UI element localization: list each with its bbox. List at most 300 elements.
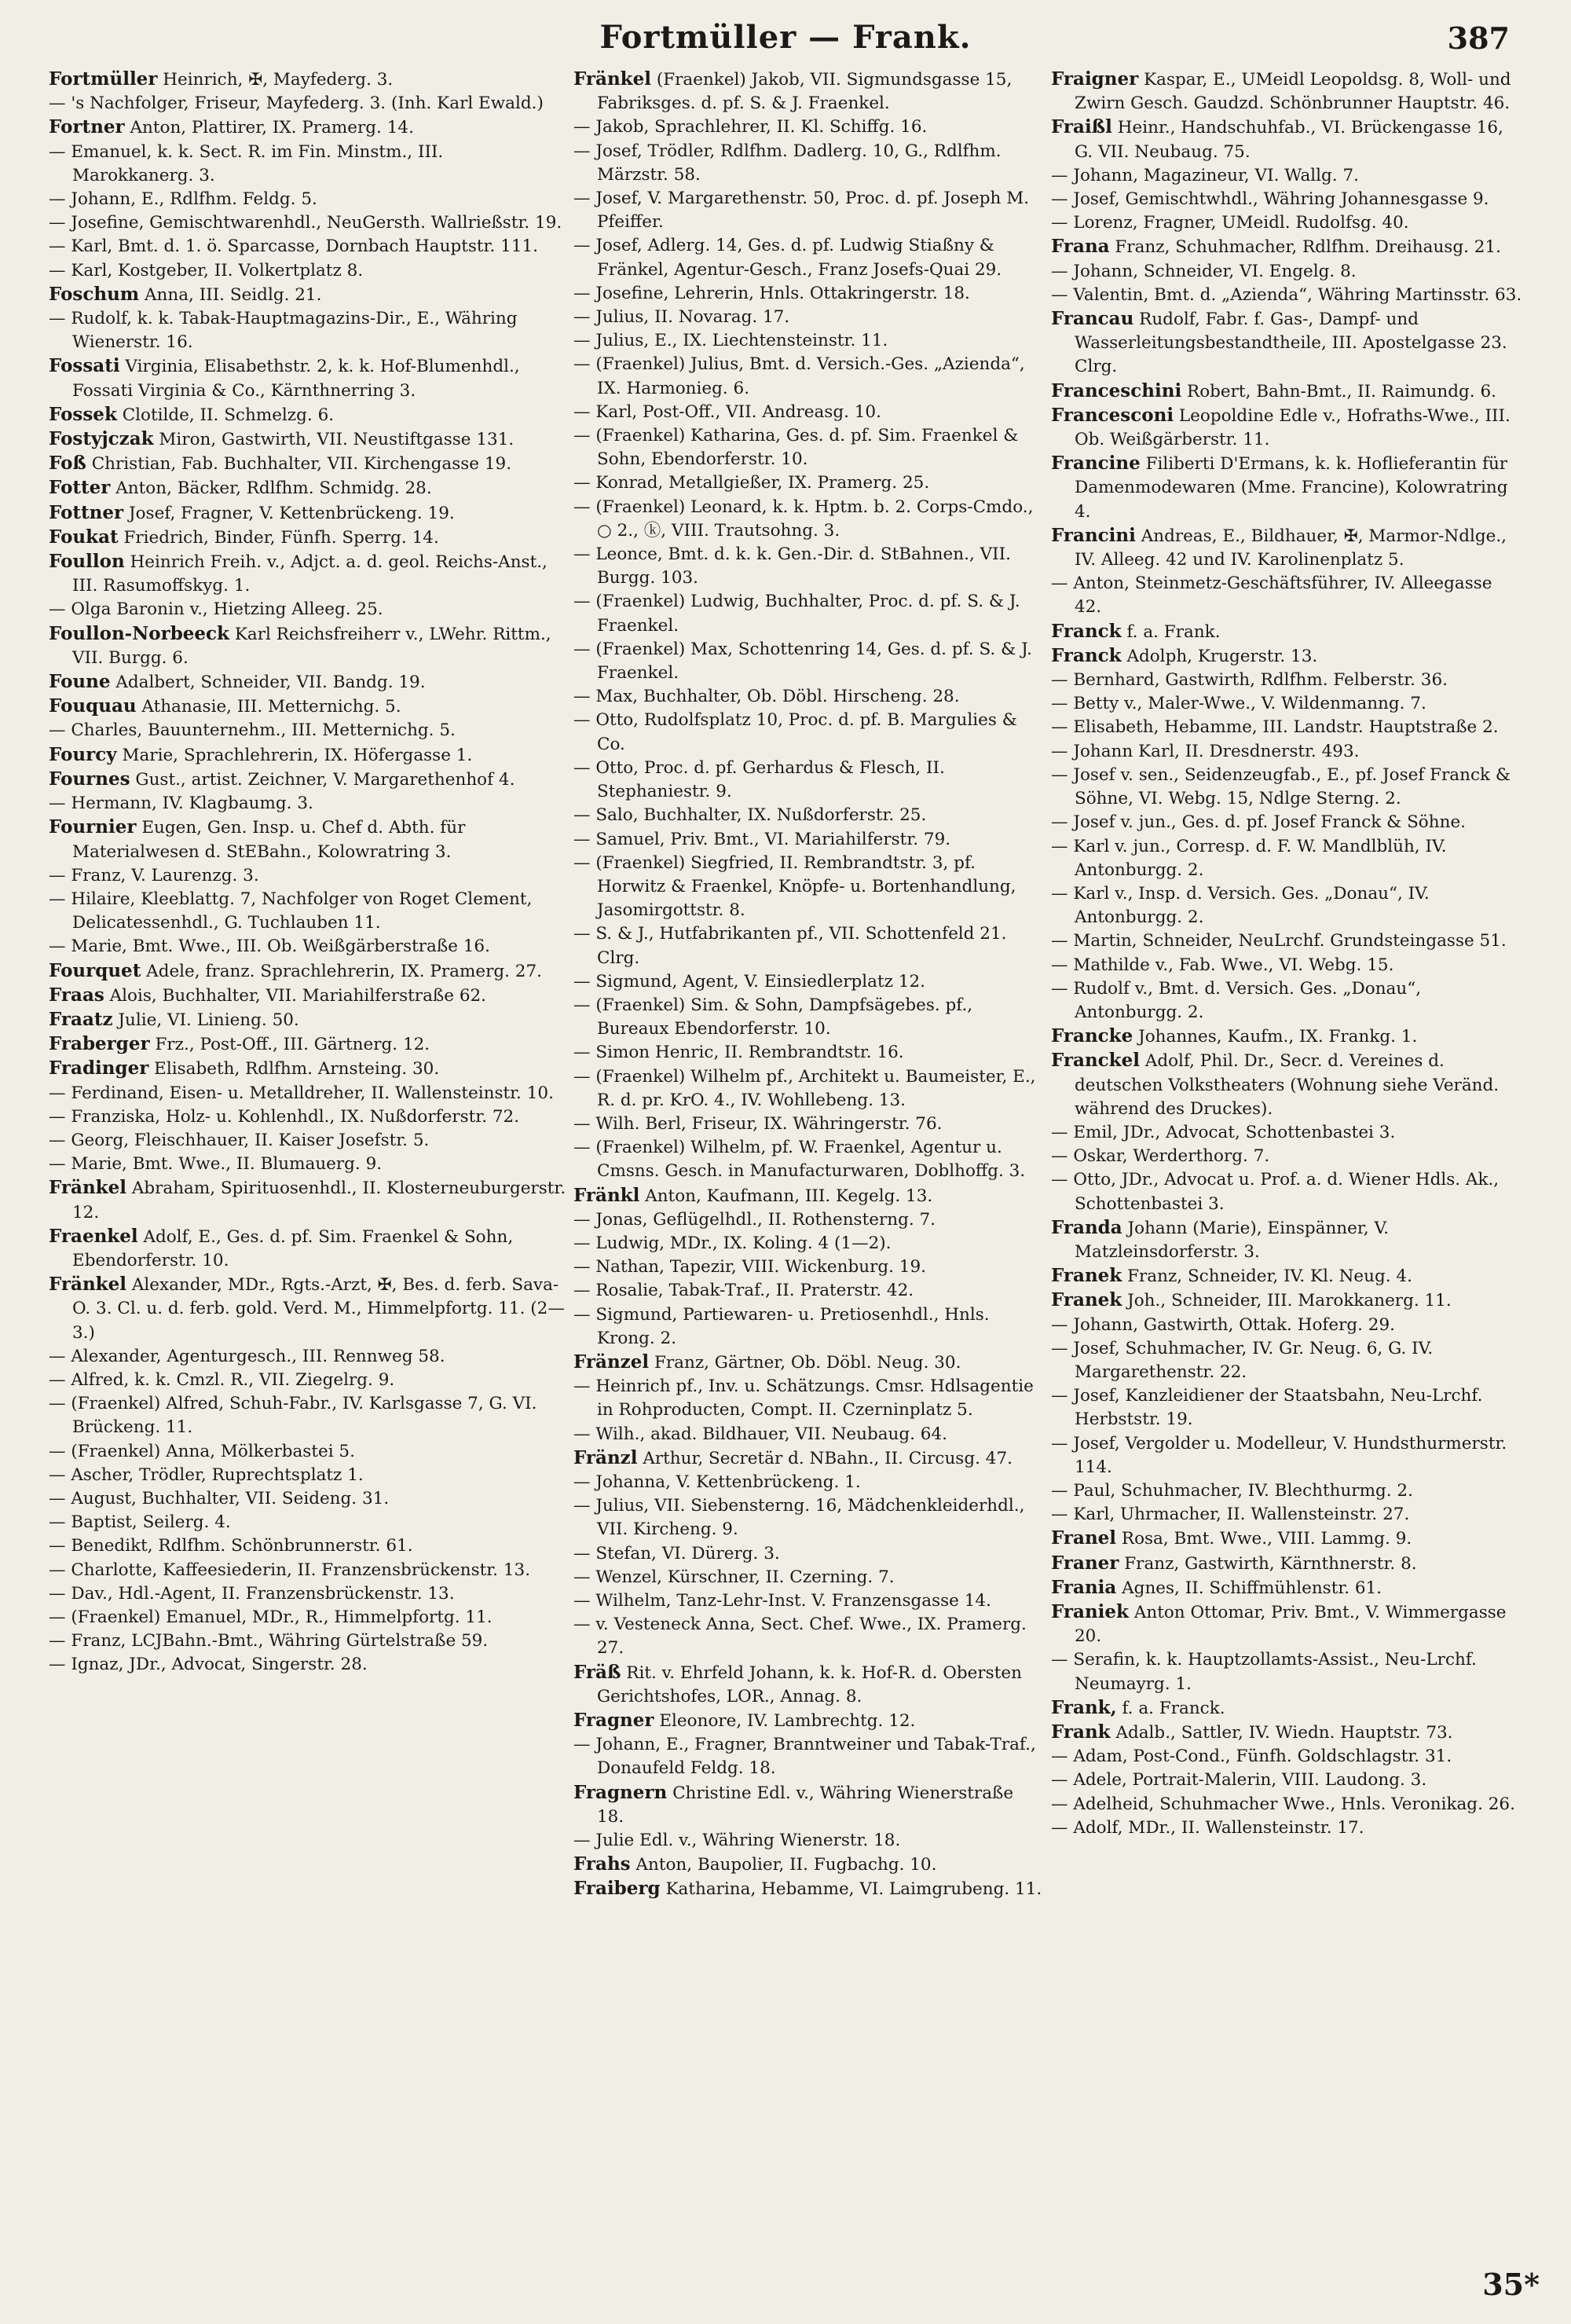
entry-text: — Adolf, MDr., II. Wallensteinstr. 17. (1051, 1817, 1364, 1838)
entry-surname: Fottner (49, 501, 124, 523)
entry-text: Josef, Fragner, V. Kettenbrückeng. 19. (128, 503, 455, 523)
directory-entry (573, 1279, 1045, 1303)
running-title: Fortmüller — Frank. (599, 19, 972, 56)
entry-surname: Francini (1051, 524, 1136, 546)
directory-entry (49, 211, 567, 235)
entry-surname: Fortner (49, 116, 125, 138)
directory-entry (573, 804, 1045, 827)
page-header (47, 14, 1524, 64)
entry-text: — Charlotte, Kaffeesiederin, II. Franzensbrückenstr. 13. (49, 1560, 531, 1580)
entry-surname: Frana (1051, 236, 1110, 258)
directory-entry (573, 1303, 1045, 1351)
entry-surname: Franek (1051, 1289, 1122, 1311)
directory-entry (1051, 835, 1522, 882)
entry-text: Johann (Marie), Einspänner, V. Matzleinsdorferstr. 3. (1075, 1218, 1390, 1262)
directory-entry (573, 140, 1045, 187)
directory-entry (1051, 188, 1522, 211)
directory-entry (49, 622, 567, 670)
directory-entry (49, 307, 567, 354)
directory-entry (49, 354, 567, 402)
entry-surname: Fouquau (49, 695, 137, 717)
directory-entry (573, 401, 1045, 424)
directory-entry (573, 1065, 1045, 1113)
directory-entry (1051, 68, 1522, 115)
directory-entry (49, 92, 567, 115)
entry-surname: Fourcy (49, 743, 117, 765)
directory-entry (573, 828, 1045, 852)
entry-text: — Josef v. sen., Seidenzeugfab., E., pf. Josef Franck & Söhne, VI. Webg. 15, Ndlge Sterng. 2. (1051, 764, 1511, 809)
entry-text: — Salo, Buchhalter, IX. Nußdorferstr. 25. (573, 805, 927, 826)
entry-surname: Fotter (49, 477, 111, 499)
entry-text: — Karl, Post-Off., VII. Andreasg. 10. (573, 401, 881, 422)
directory-entry (1051, 235, 1522, 259)
entry-text: — Franz, V. Laurenzg. 3. (49, 865, 259, 885)
directory-entry (1051, 404, 1522, 452)
entry-text: Katharina, Hebamme, VI. Laimgrubeng. 11. (665, 1879, 1042, 1900)
entry-text: — Julius, VII. Siebensterng. 16, Mädchenkleiderhdl., VII. Kircheng. 9. (573, 1496, 1025, 1540)
entry-surname: Fraas (49, 984, 104, 1006)
entry-text: — Adele, Portrait-Malerin, VIII. Laudong. 3. (1051, 1770, 1427, 1791)
entry-text: Frz., Post-Off., III. Gärtnerg. 12. (155, 1035, 430, 1055)
entry-text: — Ignaz, JDr., Advocat, Singerstr. 28. (49, 1655, 368, 1675)
directory-entry (1051, 164, 1522, 188)
entry-text: Leopoldine Edle v., Hofraths-Wwe., III. Ob. Weißgärberstr. 11. (1075, 405, 1511, 450)
directory-entry (573, 1351, 1045, 1375)
directory-entry (573, 1255, 1045, 1279)
entry-text: — Josef, Schuhmacher, IV. Gr. Neug. 6, G. IV. Margarethenstr. 22. (1051, 1338, 1434, 1382)
entry-surname: Fränkel (49, 1274, 126, 1296)
directory-entry (1051, 1479, 1522, 1503)
entry-text: Abraham, Spirituosenhdl., II. Klosterneuburgerstr. 12. (72, 1178, 566, 1222)
directory-entry (573, 496, 1045, 543)
entry-text: — August, Buchhalter, VII. Seideng. 31. (49, 1488, 390, 1508)
entry-text: Eleonore, IV. Lambrechtg. 12. (659, 1711, 916, 1732)
entry-surname: Foß (49, 453, 86, 475)
directory-entry (573, 1208, 1045, 1232)
directory-entry (1051, 260, 1522, 284)
directory-entry (573, 590, 1045, 637)
entry-text: Alois, Buchhalter, VII. Mariahilferstraße 62. (109, 985, 487, 1006)
entry-text: — Franziska, Holz- u. Kohlenhdl., IX. Nußdorferstr. 72. (49, 1106, 520, 1127)
entry-text: — (Fraenkel) Leonard, k. k. Hptm. b. 2. Corps-Cmdo., ○ 2., ⓚ, VIII. Trautsohng. 3. (573, 497, 1034, 541)
entry-text: Kaspar, E., UMeidl Leopoldsg. 8, Woll- und Zwirn Gesch. Gaudzd. Schönbrunner Hauptstr. 46. (1075, 70, 1511, 114)
entry-text: — Julius, E., IX. Liechtensteinstr. 11. (573, 331, 888, 351)
entry-surname: Fraberger (49, 1033, 150, 1055)
column-middle (573, 68, 1045, 2252)
entry-text: — (Fraenkel) Alfred, Schuh-Fabr., IV. Karlsgasse 7, G. VI. Brückeng. 11. (49, 1394, 537, 1438)
directory-entry (573, 685, 1045, 709)
directory-entry (49, 188, 567, 211)
directory-entry (49, 427, 567, 452)
directory-entry (573, 709, 1045, 756)
entry-text: — Alfred, k. k. Cmzl. R., VII. Ziegelrg. 9. (49, 1369, 395, 1390)
entry-text: Virginia, Elisabethstr. 2, k. k. Hof-Blumenhdl., Fossati Virginia & Co., Kärnthnerring 3. (72, 357, 520, 401)
directory-entry (573, 1829, 1045, 1853)
directory-entry (573, 1184, 1045, 1208)
directory-entry (49, 1129, 567, 1153)
entry-text: f. a. Frank. (1126, 621, 1221, 642)
entry-text: — Lorenz, Fragner, UMeidl. Rudolfsg. 40. (1051, 213, 1409, 233)
entry-text: Adolf, Phil. Dr., Secr. d. Vereines d. deutschen Volkstheaters (Wohnung siehe Veränd. während des Druckes). (1075, 1051, 1500, 1119)
directory-entry (49, 1369, 567, 1392)
entry-surname: Fraißl (1051, 116, 1112, 138)
directory-entry (49, 1582, 567, 1606)
directory-entry (49, 1606, 567, 1629)
entry-text: — Betty v., Maler-Wwe., V. Wildenmanng. 7. (1051, 694, 1426, 714)
entry-surname: Fränzl (573, 1446, 638, 1468)
directory-entry (1051, 1337, 1522, 1384)
directory-entry (49, 141, 567, 188)
entry-text: — Johanna, V. Kettenbrückeng. 1. (573, 1472, 861, 1492)
entry-surname: Francine (1051, 453, 1141, 475)
directory-entry (573, 282, 1045, 306)
directory-entry (1051, 452, 1522, 524)
entry-text: — Sigmund, Partiewaren- u. Pretiosenhdl., Hnls. Krong. 2. (573, 1304, 990, 1348)
directory-entry (573, 1232, 1045, 1255)
directory-entry (1051, 1696, 1522, 1721)
directory-entry (1051, 954, 1522, 977)
entry-text: Rosa, Bmt. Wwe., VIII. Lammg. 9. (1121, 1529, 1412, 1549)
entry-text: — Mathilde v., Fab. Wwe., VI. Webg. 15. (1051, 955, 1394, 975)
entry-text: — Josef, V. Margarethenstr. 50, Proc. d. pf. Joseph M. Pfeiffer. (573, 189, 1030, 233)
directory-entry (573, 115, 1045, 139)
entry-surname: Frank, (1051, 1696, 1117, 1718)
entry-text: — Wenzel, Kürschner, II. Czerning. 7. (573, 1567, 895, 1587)
directory-entry (49, 888, 567, 935)
entry-text: Filiberti D'Ermans, k. k. Hoflieferantin für Damenmodewaren (Mme. Francine), Kolowratring 4. (1075, 454, 1508, 522)
entry-surname: Franer (1051, 1552, 1119, 1574)
entry-text: Anton Ottomar, Priv. Bmt., V. Wimmergasse 20. (1075, 1603, 1507, 1647)
directory-entry (1051, 644, 1522, 669)
entry-text: — Wilhelm, Tanz-Lehr-Inst. V. Franzensgasse 14. (573, 1591, 991, 1611)
entry-text: Clotilde, II. Schmelzg. 6. (122, 405, 335, 425)
directory-entry (1051, 882, 1522, 929)
entry-surname: Foune (49, 671, 111, 693)
directory-entry (49, 1057, 567, 1081)
directory-entry (1051, 1648, 1522, 1695)
directory-entry (573, 1853, 1045, 1877)
directory-entry (49, 550, 567, 598)
directory-entry (573, 638, 1045, 685)
directory-entry (573, 1423, 1045, 1446)
directory-entry (573, 1661, 1045, 1709)
directory-entry (573, 234, 1045, 281)
entry-text: — (Fraenkel) Wilhelm, pf. W. Fraenkel, Agentur u. Cmsns. Gesch. in Manufacturwaren, Doblhoffg. 3. (573, 1138, 1026, 1182)
entry-text: f. a. Franck. (1122, 1698, 1225, 1718)
directory-entry (1051, 307, 1522, 379)
entry-surname: Fragner (573, 1710, 654, 1732)
directory-entry (1051, 1049, 1522, 1121)
directory-entry (49, 1511, 567, 1534)
entry-surname: Fourquet (49, 959, 141, 981)
entry-surname: Fränkl (573, 1184, 640, 1206)
entry-text: Elisabeth, Rdlfhm. Arnsteing. 30. (154, 1059, 440, 1080)
directory-entry (49, 452, 567, 476)
entry-text: Anton, Baupolier, II. Fugbachg. 10. (635, 1855, 937, 1875)
directory-entry (49, 1032, 567, 1057)
directory-entry (49, 526, 567, 550)
entry-surname: Franiek (1051, 1601, 1129, 1622)
entry-text: Agnes, II. Schiffmühlenstr. 61. (1122, 1578, 1382, 1598)
entry-text: — (Fraenkel) Anna, Mölkerbastei 5. (49, 1441, 355, 1461)
entry-text: — Oskar, Werderthorg. 7. (1051, 1146, 1270, 1167)
entry-text: Adolf, E., Ges. d. pf. Sim. Fraenkel & Sohn, Ebendorferstr. 10. (72, 1226, 514, 1270)
entry-text: — Heinrich pf., Inv. u. Schätzungs. Cmsr. Hdlsagentie in Rohproducten, Compt. II. Czerninplatz 5. (573, 1376, 1034, 1420)
entry-text: — Ferdinand, Eisen- u. Metalldreher, II. Wallensteinstr. 10. (49, 1083, 554, 1103)
directory-entry (1051, 764, 1522, 811)
entry-text: (Fraenkel) Jakob, VII. Sigmundsgasse 15, Fabriksges. d. pf. S. & J. Fraenkel. (597, 70, 1013, 114)
directory-entry (1051, 1121, 1522, 1145)
directory-entry (573, 353, 1045, 400)
directory-entry (1051, 669, 1522, 692)
entry-surname: Fortmüller (49, 68, 158, 90)
entry-text: — Valentin, Bmt. d. „Azienda“, Währing Martinsstr. 63. (1051, 284, 1522, 305)
entry-surname: Fossek (49, 403, 117, 425)
entry-text: — Sigmund, Agent, V. Einsiedlerplatz 12. (573, 971, 925, 992)
entry-text: — (Fraenkel) Ludwig, Buchhalter, Proc. d. pf. S. & J. Fraenkel. (573, 592, 1020, 636)
directory-entry (49, 1153, 567, 1176)
directory-entry (1051, 115, 1522, 163)
directory-entry (573, 922, 1045, 970)
entry-text: — Otto, JDr., Advocat u. Prof. a. d. Wiener Hdls. Ak., Schottenbastei 3. (1051, 1170, 1500, 1214)
directory-entry (49, 816, 567, 863)
entry-text: Christine Edl. v., Währing Wienerstraße 18. (597, 1783, 1014, 1827)
entry-surname: Fraatz (49, 1008, 113, 1030)
directory-entry (49, 695, 567, 719)
directory-entry (1051, 1793, 1522, 1816)
directory-entry (1051, 572, 1522, 619)
directory-entry (49, 768, 567, 792)
entry-text: — Karl v. jun., Corresp. d. F. W. Mandlblüh, IV. Antonburgg. 2. (1051, 836, 1447, 880)
directory-entry (49, 403, 567, 427)
entry-surname: Fränkel (49, 1177, 126, 1199)
directory-entry (1051, 284, 1522, 307)
entry-text: — Wilh. Berl, Friseur, IX. Währingerstr. 76. (573, 1113, 943, 1134)
directory-entry (1051, 1503, 1522, 1527)
entry-text: Joh., Schneider, III. Marokkanerg. 11. (1127, 1291, 1452, 1311)
directory-entry (1051, 740, 1522, 764)
entry-text: — Hilaire, Kleeblattg. 7, Nachfolger von Roget Clement, Delicatessenhdl., G. Tuchlauben 11. (49, 889, 533, 933)
entry-text: — Ludwig, MDr., IX. Koling. 4 (1—2). (573, 1233, 892, 1253)
entry-text: — Johann, E., Rdlfhm. Feldg. 5. (49, 189, 317, 210)
entry-surname: Fossati (49, 355, 120, 377)
directory-entry (573, 306, 1045, 329)
entry-text: — Leonce, Bmt. d. k. k. Gen.-Dir. d. StBahnen., VII. Burgg. 103. (573, 544, 1011, 588)
entry-text: Athanasie, III. Metternichg. 5. (141, 697, 401, 717)
entry-text: — Benedikt, Rdlfhm. Schönbrunnerstr. 61. (49, 1536, 413, 1556)
entry-text: — Josefine, Gemischtwarenhdl., NeuGersth. Wallrießstr. 19. (49, 213, 562, 233)
directory-entry (49, 1105, 567, 1129)
entry-text: Karl Reichsfreiherr v., LWehr. Rittm., VII. Burgg. 6. (72, 624, 551, 668)
directory-entry (573, 970, 1045, 994)
entry-text: — Konrad, Metallgießer, IX. Pramerg. 25. (573, 473, 930, 493)
directory-entry (573, 187, 1045, 234)
entry-surname: Frank (1051, 1721, 1111, 1743)
directory-entry (573, 757, 1045, 804)
directory-entry (1051, 1527, 1522, 1551)
entry-text: Franz, Gärtner, Ob. Döbl. Neug. 30. (654, 1352, 961, 1373)
directory-entry (573, 1041, 1045, 1065)
entry-surname: Frania (1051, 1576, 1117, 1598)
entry-text: — Anton, Steinmetz-Geschäftsführer, IV. Alleegasse 42. (1051, 574, 1492, 618)
directory-entry (573, 1471, 1045, 1494)
entry-text: Rudolf, Fabr. f. Gas-, Dampf- und Wasserleitungsbestandtheile, III. Apostelgasse 23. Clrg. (1075, 310, 1507, 377)
entry-text: — Emanuel, k. k. Sect. R. im Fin. Minstm., III. Marokkanerg. 3. (49, 141, 444, 185)
directory-entry (573, 1113, 1045, 1136)
entry-text: — Baptist, Seilerg. 4. (49, 1512, 231, 1533)
entry-text: — Rosalie, Tabak-Traf., II. Praterstr. 42. (573, 1281, 914, 1301)
directory-entry (1051, 929, 1522, 953)
entry-text: Adalb., Sattler, IV. Wiedn. Hauptstr. 73. (1115, 1723, 1453, 1743)
directory-entry (573, 543, 1045, 590)
entry-text: — (Fraenkel) Siegfried, II. Rembrandtstr. 3, pf. Horwitz & Fraenkel, Knöpfe- u. Bortenhandlung, Jasomirgottstr. 8. (573, 852, 1016, 921)
directory-entry (49, 1082, 567, 1105)
directory-entry (49, 743, 567, 768)
entry-text: Adele, franz. Sprachlehrerin, IX. Pramerg. 27. (146, 961, 542, 981)
directory-entry (1051, 1745, 1522, 1769)
entry-text: — Johann, E., Fragner, Branntweiner und Tabak-Traf., Donaufeld Feldg. 18. (573, 1735, 1036, 1779)
entry-surname: Fränkel (573, 68, 651, 90)
column-left (49, 68, 567, 2252)
directory-entry (573, 1566, 1045, 1589)
entry-text: Miron, Gastwirth, VII. Neustiftgasse 131. (159, 430, 515, 450)
entry-text: — Emil, JDr., Advocat, Schottenbastei 3. (1051, 1122, 1396, 1142)
entry-surname: Fraiberg (573, 1878, 661, 1900)
entry-text: — Elisabeth, Hebamme, III. Landstr. Hauptstraße 2. (1051, 717, 1499, 738)
entry-text: — Alexander, Agenturgesch., III. Rennweg 58. (49, 1346, 445, 1366)
directory-entry (1051, 379, 1522, 404)
entry-surname: Franck (1051, 644, 1122, 666)
directory-entry (49, 1392, 567, 1439)
entry-text: — Karl, Bmt. d. 1. ö. Sparcasse, Dornbach Hauptstr. 111. (49, 236, 539, 257)
directory-entry (49, 670, 567, 695)
entry-text: Anton, Plattirer, IX. Pramerg. 14. (130, 118, 414, 138)
entry-surname: Fostyjczak (49, 428, 154, 450)
entry-text: — (Fraenkel) Katharina, Ges. d. pf. Sim. Fraenkel & Sohn, Ebendorferstr. 10. (573, 426, 1019, 470)
directory-entry (573, 1709, 1045, 1733)
directory-entry (1051, 1025, 1522, 1049)
entry-surname: Francau (1051, 308, 1134, 330)
directory-entry (1051, 1552, 1522, 1576)
directory-entry (49, 959, 567, 984)
directory-entry (49, 792, 567, 816)
directory-entry (49, 501, 567, 526)
entry-surname: Francke (1051, 1025, 1133, 1047)
directory-entry (49, 1559, 567, 1582)
directory-entry (49, 283, 567, 307)
entry-text: — Wilh., akad. Bildhauer, VII. Neubaug. 64. (573, 1424, 948, 1444)
directory-entry (49, 598, 567, 621)
entry-text: — 's Nachfolger, Friseur, Mayfederg. 3. (Inh. Karl Ewald.) (49, 93, 544, 114)
entry-text: Heinrich Freih. v., Adjct. a. d. geol. Reichs-Anst., III. Rasumoffskyg. 1. (72, 552, 547, 596)
entry-text: — Karl, Kostgeber, II. Volkertplatz 8. (49, 260, 364, 280)
entry-text: — Adam, Post-Cond., Fünfh. Goldschlagstr. 31. (1051, 1747, 1452, 1767)
directory-entry (49, 68, 567, 92)
entry-surname: Fränzel (573, 1351, 650, 1373)
directory-entry (1051, 1576, 1522, 1600)
directory-entry (573, 329, 1045, 353)
directory-entry (1051, 716, 1522, 739)
entry-text: — Max, Buchhalter, Ob. Döbl. Hirscheng. 28. (573, 687, 960, 707)
entry-surname: Franel (1051, 1527, 1117, 1549)
entry-surname: Fraigner (1051, 68, 1139, 90)
directory-entry (49, 1345, 567, 1369)
entry-text: Alexander, MDr., Rgts.-Arzt, ✠, Bes. d. ferb. Sava-O. 3. Cl. u. d. ferb. gold. Verd. M., Himmelpfortg. 11. (2—3.) (72, 1275, 565, 1343)
entry-surname: Franckel (1051, 1050, 1140, 1072)
directory-entry (49, 935, 567, 959)
entry-surname: Frahs (573, 1853, 631, 1875)
directory-entry (1051, 977, 1522, 1025)
directory-entry (573, 68, 1045, 115)
entry-text: Franz, Schuhmacher, Rdlfhm. Dreihausg. 21. (1115, 237, 1501, 258)
entry-text: — Johann, Schneider, VI. Engelg. 8. (1051, 261, 1357, 281)
entry-text: — Marie, Bmt. Wwe., III. Ob. Weißgärberstraße 16. (49, 937, 490, 957)
directory-entry (49, 1225, 567, 1273)
directory-entry (1051, 1216, 1522, 1264)
entry-text: Anton, Bäcker, Rdlfhm. Schmidg. 28. (115, 478, 432, 499)
entry-text: Adolph, Krugerstr. 13. (1126, 646, 1318, 666)
directory-entry (1051, 1314, 1522, 1337)
directory-entry (1051, 1288, 1522, 1313)
directory-entry (1051, 1816, 1522, 1840)
entry-text: Johannes, Kaufm., IX. Frankg. 1. (1138, 1027, 1418, 1047)
directory-entry (573, 1542, 1045, 1566)
entry-text: — Otto, Rudolfsplatz 10, Proc. d. pf. B. Margulies & Co. (573, 710, 1017, 754)
entry-text: — Franz, LCJBahn.-Bmt., Währing Gürtelstraße 59. (49, 1631, 489, 1651)
directory-entry (573, 1733, 1045, 1780)
directory-entry (1051, 1432, 1522, 1479)
entry-surname: Franda (1051, 1216, 1122, 1238)
directory-entry (49, 476, 567, 500)
directory-entry (573, 1589, 1045, 1613)
entry-text: — Jonas, Geflügelhdl., II. Rothensterng. 7. (573, 1209, 936, 1230)
entry-surname: Foschum (49, 283, 140, 305)
directory-entry (1051, 1168, 1522, 1215)
directory-entry (49, 1464, 567, 1487)
entry-text: — Josefine, Lehrerin, Hnls. Ottakringerstr. 18. (573, 283, 970, 303)
entry-text: — Julius, II. Novarag. 17. (573, 307, 790, 328)
entry-surname: Franek (1051, 1265, 1122, 1287)
entry-text: Rit. v. Ehrfeld Johann, k. k. Hof-R. d. Obersten Gerichtshofes, LOR., Annag. 8. (597, 1662, 1022, 1706)
entry-text: — Adelheid, Schuhmacher Wwe., Hnls. Veronikag. 26. (1051, 1794, 1515, 1814)
entry-text: — Rudolf, k. k. Tabak-Hauptmagazins-Dir., E., Währing Wienerstr. 16. (49, 309, 518, 353)
entry-text: — v. Vesteneck Anna, Sect. Chef. Wwe., IX. Pramerg. 27. (573, 1615, 1027, 1659)
entry-surname: Fraenkel (49, 1225, 138, 1247)
entry-text: Julie, VI. Linieng. 50. (118, 1010, 299, 1030)
entry-surname: Fräß (573, 1661, 621, 1683)
directory-entry (1051, 211, 1522, 235)
directory-entry (1051, 811, 1522, 834)
directory-entry (573, 1446, 1045, 1471)
directory-entry (49, 1629, 567, 1653)
entry-text: Arthur, Secretär d. NBahn., II. Circusg. 47. (643, 1448, 1013, 1468)
entry-text: Anna, III. Seidlg. 21. (145, 284, 322, 305)
directory-entry (49, 235, 567, 258)
entry-surname: Foullon-Norbeeck (49, 622, 229, 644)
directory-columns (49, 68, 1522, 2252)
directory-entry (49, 1653, 567, 1677)
directory-entry (49, 1273, 567, 1345)
entry-text: Franz, Schneider, IV. Kl. Neug. 4. (1127, 1266, 1412, 1287)
entry-text: — Karl v., Insp. d. Versich. Ges. „Donau“, IV. Antonburgg. 2. (1051, 883, 1430, 928)
entry-text: Christian, Fab. Buchhalter, VII. Kirchengasse 19. (91, 454, 512, 475)
entry-text: — Olga Baronin v., Hietzing Alleeg. 25. (49, 599, 383, 620)
directory-entry (49, 1008, 567, 1032)
entry-text: Franz, Gastwirth, Kärnthnerstr. 8. (1124, 1553, 1417, 1574)
entry-text: Friedrich, Binder, Fünfh. Sperrg. 14. (123, 527, 439, 548)
entry-text: Adalbert, Schneider, VII. Bandg. 19. (115, 673, 426, 693)
directory-entry (573, 471, 1045, 495)
